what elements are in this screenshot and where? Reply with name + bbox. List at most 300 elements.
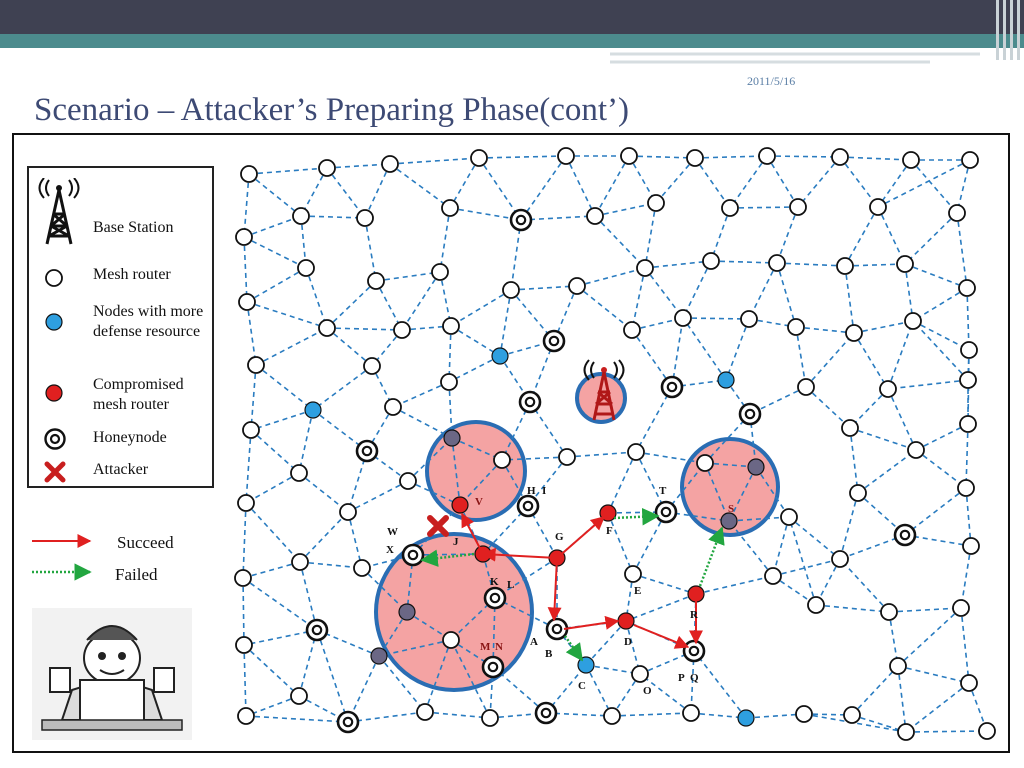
legend-compromised: Compromised mesh router xyxy=(93,376,184,413)
mesh-link xyxy=(300,562,362,568)
mesh-link xyxy=(451,290,511,326)
mesh-router-node xyxy=(248,357,264,373)
mesh-router-node xyxy=(960,416,976,432)
mesh-link xyxy=(567,452,636,457)
mesh-router-node xyxy=(959,280,975,296)
mesh-link xyxy=(850,428,916,450)
mesh-router-node xyxy=(432,264,448,280)
mesh-link xyxy=(440,208,450,272)
mesh-router-node xyxy=(394,322,410,338)
mesh-link xyxy=(244,645,246,716)
mesh-link xyxy=(773,517,789,576)
mesh-link xyxy=(905,488,966,535)
node-label-o: O xyxy=(643,685,652,697)
succeed-arrow xyxy=(634,625,688,647)
attacker-marker xyxy=(430,518,446,534)
node-label-d: D xyxy=(624,636,632,648)
defense-node xyxy=(578,657,594,673)
honeynode-icon xyxy=(43,427,67,451)
mesh-router-node xyxy=(790,199,806,215)
mesh-link xyxy=(244,174,249,237)
mesh-link xyxy=(967,288,969,350)
mesh-router-node xyxy=(238,495,254,511)
mesh-router-node xyxy=(648,195,664,211)
mesh-link xyxy=(773,559,840,576)
mesh-link xyxy=(845,264,905,266)
mesh-router-node xyxy=(624,322,640,338)
mesh-router-node xyxy=(628,444,644,460)
mesh-router-node xyxy=(703,253,719,269)
mesh-router-node xyxy=(238,708,254,724)
mesh-router-node xyxy=(798,379,814,395)
mesh-router-node xyxy=(850,485,866,501)
compromised-router-icon xyxy=(43,382,65,404)
mesh-link xyxy=(425,712,490,718)
mesh-link xyxy=(390,164,450,208)
mesh-router-node xyxy=(632,666,648,682)
mesh-router-node xyxy=(683,705,699,721)
mesh-link xyxy=(889,608,961,612)
mesh-router-node xyxy=(687,150,703,166)
mesh-link xyxy=(348,712,425,722)
mesh-router-node xyxy=(442,200,458,216)
mesh-router-node xyxy=(236,229,252,245)
mesh-router-node xyxy=(722,200,738,216)
mesh-router-node xyxy=(781,509,797,525)
compromised-node xyxy=(618,613,634,629)
mesh-router-node xyxy=(963,538,979,554)
mesh-router-node xyxy=(961,342,977,358)
honeynode-inner xyxy=(517,216,525,224)
mesh-link xyxy=(888,389,916,450)
slide-title: Scenario – Attacker’s Preparing Phase(cont’) xyxy=(34,92,630,128)
base-station-icon xyxy=(37,178,81,248)
mesh-link xyxy=(246,473,299,503)
node-label-t: T xyxy=(659,485,667,497)
mesh-link xyxy=(858,450,916,493)
mesh-router-node xyxy=(837,258,853,274)
mesh-router-node xyxy=(239,294,255,310)
mesh-link xyxy=(694,651,746,718)
mesh-link xyxy=(898,666,969,683)
failed-arrow xyxy=(614,516,658,518)
mesh-link xyxy=(249,168,327,174)
mesh-router-node xyxy=(482,710,498,726)
mesh-link xyxy=(913,321,969,350)
mesh-link xyxy=(243,503,246,578)
mesh-link xyxy=(479,156,566,158)
mesh-link xyxy=(798,157,840,207)
node-label-a: A xyxy=(530,636,538,648)
mesh-link xyxy=(586,621,626,665)
mesh-link xyxy=(645,261,711,268)
mesh-link xyxy=(777,207,798,263)
mesh-link xyxy=(840,157,878,207)
honeynode-inner xyxy=(553,625,561,633)
defense-node xyxy=(492,348,508,364)
mesh-link xyxy=(306,268,327,328)
mesh-link xyxy=(777,263,796,327)
mesh-router-node xyxy=(604,708,620,724)
mesh-link xyxy=(301,216,365,218)
mesh-link xyxy=(595,216,645,268)
mesh-link xyxy=(840,559,889,612)
mesh-link xyxy=(244,237,306,268)
compromised-node xyxy=(452,497,468,513)
mesh-link xyxy=(365,218,376,281)
region-node xyxy=(721,513,737,529)
mesh-router-node xyxy=(949,205,965,221)
mesh-link xyxy=(957,213,967,288)
mesh-link xyxy=(696,576,773,594)
mesh-link xyxy=(730,207,798,208)
mesh-link xyxy=(327,164,390,168)
mesh-link xyxy=(243,578,317,630)
failed-arrow xyxy=(565,636,582,660)
mesh-link xyxy=(913,321,968,380)
honeynode-inner xyxy=(542,709,550,717)
mesh-link xyxy=(251,410,313,430)
mesh-router-node xyxy=(832,551,848,567)
mesh-router-node xyxy=(587,208,603,224)
node-label-g: G xyxy=(555,531,564,543)
succeed-label: Succeed xyxy=(117,533,174,552)
mesh-link xyxy=(767,156,798,207)
mesh-link xyxy=(905,213,957,264)
mesh-link xyxy=(695,156,767,158)
mesh-link xyxy=(898,666,906,732)
mesh-link xyxy=(327,281,376,328)
mesh-link xyxy=(300,512,348,562)
mesh-link xyxy=(247,302,256,365)
node-label-x: X xyxy=(386,544,394,556)
mesh-link xyxy=(313,366,372,410)
region-node xyxy=(371,648,387,664)
mesh-link xyxy=(683,261,711,318)
honeynode-inner xyxy=(746,410,754,418)
mesh-link xyxy=(251,430,299,473)
mesh-link xyxy=(961,546,971,608)
mesh-link xyxy=(327,168,365,218)
mesh-link xyxy=(249,174,301,216)
node-label-m: M xyxy=(480,641,491,653)
mesh-link xyxy=(913,288,967,321)
mesh-link xyxy=(402,272,440,330)
mesh-router-node xyxy=(385,399,401,415)
honeynode-inner xyxy=(344,718,352,726)
mesh-link xyxy=(916,450,966,488)
mesh-link xyxy=(511,286,577,290)
mesh-link xyxy=(888,380,968,389)
mesh-link xyxy=(577,268,645,286)
mesh-link xyxy=(390,158,479,164)
honeynode-inner xyxy=(491,594,499,602)
mesh-router-node xyxy=(675,310,691,326)
mesh-link xyxy=(244,216,301,237)
mesh-link xyxy=(966,424,968,488)
node-label-p: P xyxy=(678,672,685,684)
honeynode-inner xyxy=(550,337,558,345)
mesh-link xyxy=(393,407,452,438)
mesh-link xyxy=(854,321,913,333)
honeynode-inner xyxy=(526,398,534,406)
mesh-router-node xyxy=(441,374,457,390)
mesh-link xyxy=(244,645,299,696)
node-label-r: R xyxy=(690,609,698,621)
mesh-link xyxy=(840,493,858,559)
mesh-router-node xyxy=(908,442,924,458)
mesh-router-node xyxy=(625,566,641,582)
node-label-v: V xyxy=(475,496,483,508)
node-label-i: I xyxy=(542,485,547,497)
mesh-link xyxy=(500,290,511,356)
mesh-link xyxy=(393,382,449,407)
mesh-router-node xyxy=(293,208,309,224)
succeed-arrow xyxy=(564,621,618,629)
mesh-link xyxy=(789,517,816,605)
mesh-link xyxy=(577,286,632,330)
succeed-arrow xyxy=(557,517,604,558)
mesh-router-node xyxy=(897,256,913,272)
mesh-link xyxy=(365,164,390,218)
mesh-router-node xyxy=(637,260,653,276)
mesh-router-node xyxy=(241,166,257,182)
mesh-router-node xyxy=(364,358,380,374)
mesh-router-node xyxy=(319,320,335,336)
node-label-b: B xyxy=(545,648,553,660)
mesh-link xyxy=(246,430,251,503)
mesh-router-node xyxy=(354,560,370,576)
mesh-link xyxy=(749,263,777,319)
mesh-link xyxy=(906,731,987,732)
node-label-w: W xyxy=(387,526,398,538)
mesh-link xyxy=(632,268,645,330)
mesh-link xyxy=(629,156,695,158)
defense-node-icon xyxy=(43,311,65,333)
mesh-router-node xyxy=(291,465,307,481)
mesh-link xyxy=(845,207,878,266)
mesh-link xyxy=(645,268,683,318)
node-label-c: C xyxy=(578,680,586,692)
mesh-link xyxy=(845,266,854,333)
honeynode-inner xyxy=(524,502,532,510)
mesh-link xyxy=(656,158,695,203)
mesh-router-node xyxy=(558,148,574,164)
mesh-router-node xyxy=(953,600,969,616)
mesh-link xyxy=(247,268,306,302)
mesh-router-node xyxy=(765,568,781,584)
mesh-router-node xyxy=(298,260,314,276)
honeynode-inner xyxy=(662,508,670,516)
mesh-router-node xyxy=(979,723,995,739)
mesh-link xyxy=(906,683,969,732)
mesh-link xyxy=(256,365,313,410)
mesh-link xyxy=(327,328,402,330)
legend-honeynode: Honeynode xyxy=(93,429,167,446)
mesh-link xyxy=(730,156,767,208)
honeynode-inner xyxy=(363,447,371,455)
mesh-link xyxy=(299,410,313,473)
mesh-link xyxy=(789,517,840,559)
mesh-link xyxy=(961,608,969,683)
mesh-router-node xyxy=(697,455,713,471)
legend-base-station: Base Station xyxy=(93,219,174,236)
mesh-router-node xyxy=(890,658,906,674)
mesh-router-node xyxy=(961,675,977,691)
honeynode-inner xyxy=(690,647,698,655)
node-label-f: F xyxy=(606,525,613,537)
region-node xyxy=(399,604,415,620)
mesh-link xyxy=(854,333,888,389)
mesh-router-node xyxy=(808,597,824,613)
mesh-link xyxy=(608,513,633,574)
mesh-router-node xyxy=(292,554,308,570)
mesh-link xyxy=(633,574,696,594)
mesh-link xyxy=(256,328,327,365)
compromised-node xyxy=(688,586,704,602)
region-node xyxy=(444,430,460,446)
defense-node xyxy=(718,372,734,388)
mesh-link xyxy=(244,237,247,302)
mesh-link xyxy=(243,578,244,645)
mesh-router-node xyxy=(796,706,812,722)
node-label-h: H xyxy=(527,485,536,497)
mesh-router-node xyxy=(400,473,416,489)
mesh-router-node xyxy=(569,278,585,294)
mesh-router-node xyxy=(846,325,862,341)
node-label-s: S xyxy=(728,503,735,515)
mesh-router-node xyxy=(621,148,637,164)
honeynode-inner xyxy=(409,551,417,559)
mesh-link xyxy=(683,318,726,380)
honeynode-inner xyxy=(313,626,321,634)
slide-date: 2011/5/16 xyxy=(747,74,796,88)
mesh-link xyxy=(796,327,806,387)
mesh-link xyxy=(888,321,913,389)
mesh-link xyxy=(840,157,911,160)
mesh-router-node xyxy=(741,311,757,327)
mesh-link xyxy=(878,207,905,264)
mesh-router-node xyxy=(881,604,897,620)
mesh-link xyxy=(612,713,691,716)
defense-node xyxy=(738,710,754,726)
node-label-j: J xyxy=(453,536,459,548)
node-label-e: E xyxy=(634,585,642,597)
mesh-router-node xyxy=(243,422,259,438)
mesh-link xyxy=(299,473,348,512)
mesh-router-node xyxy=(235,570,251,586)
mesh-link xyxy=(806,387,850,428)
mesh-router-node xyxy=(844,707,860,723)
mesh-link xyxy=(566,156,595,216)
mesh-link xyxy=(626,594,696,621)
defense-node xyxy=(305,402,321,418)
mesh-router-node xyxy=(905,313,921,329)
mesh-link xyxy=(898,608,961,666)
mesh-link xyxy=(850,428,858,493)
mesh-router-node xyxy=(291,688,307,704)
node-label-n: N xyxy=(495,641,503,653)
attacker-cartoon-image xyxy=(32,608,192,740)
mesh-link xyxy=(521,156,566,220)
mesh-link xyxy=(376,272,440,281)
mesh-router-node xyxy=(903,152,919,168)
mesh-link xyxy=(695,158,730,208)
honeynode-inner xyxy=(489,663,497,671)
attacker-icon xyxy=(43,460,67,484)
mesh-router-node xyxy=(503,282,519,298)
mesh-router-node xyxy=(417,704,433,720)
legend-attacker: Attacker xyxy=(93,461,149,478)
mesh-router-node xyxy=(559,449,575,465)
mesh-link xyxy=(905,264,967,288)
legend-defense-nodes: Nodes with more defense resource xyxy=(93,303,204,340)
mesh-link xyxy=(806,333,854,387)
mesh-router-node xyxy=(368,273,384,289)
mesh-link xyxy=(317,630,348,722)
legend-box xyxy=(27,166,214,488)
mesh-link xyxy=(246,716,348,722)
mesh-router-node xyxy=(832,149,848,165)
mesh-router-node xyxy=(759,148,775,164)
node-label-q: Q xyxy=(690,672,699,684)
mesh-link xyxy=(878,160,970,207)
failed-label: Failed xyxy=(115,565,158,584)
mesh-router-node xyxy=(471,150,487,166)
mesh-router-node xyxy=(319,160,335,176)
mesh-router-node xyxy=(880,381,896,397)
mesh-router-node xyxy=(443,632,459,648)
mesh-router-node xyxy=(898,724,914,740)
mesh-router-node xyxy=(958,480,974,496)
node-label-k: K xyxy=(490,576,499,588)
mesh-link xyxy=(608,452,636,513)
mesh-link xyxy=(767,156,840,157)
mesh-router-node xyxy=(960,372,976,388)
failed-arrow xyxy=(700,528,722,586)
mesh-link xyxy=(852,666,898,715)
mesh-link xyxy=(683,318,749,319)
mesh-router-node xyxy=(494,452,510,468)
mesh-router-node xyxy=(340,504,356,520)
node-label-l: L xyxy=(507,579,515,591)
mesh-link xyxy=(777,263,845,266)
mesh-link xyxy=(711,261,777,263)
mesh-link xyxy=(595,156,629,216)
mesh-router-node xyxy=(236,637,252,653)
mesh-link xyxy=(645,203,656,268)
mesh-router-node xyxy=(769,255,785,271)
mesh-link xyxy=(247,302,327,328)
mesh-link xyxy=(595,203,656,216)
mesh-router-node xyxy=(443,318,459,334)
region-node xyxy=(748,459,764,475)
mesh-router-icon xyxy=(43,267,65,289)
mesh-router-node xyxy=(382,156,398,172)
mesh-link xyxy=(246,503,300,562)
mesh-router-node xyxy=(870,199,886,215)
honeynode-inner xyxy=(668,383,676,391)
mesh-router-node xyxy=(788,319,804,335)
honeynode-inner xyxy=(901,531,909,539)
mesh-router-node xyxy=(842,420,858,436)
arrow-legend-lines xyxy=(30,533,100,583)
legend-mesh-router: Mesh router xyxy=(93,266,171,283)
mesh-link xyxy=(251,365,256,430)
mesh-router-node xyxy=(357,210,373,226)
mesh-link xyxy=(726,319,749,380)
mesh-link xyxy=(816,605,889,612)
